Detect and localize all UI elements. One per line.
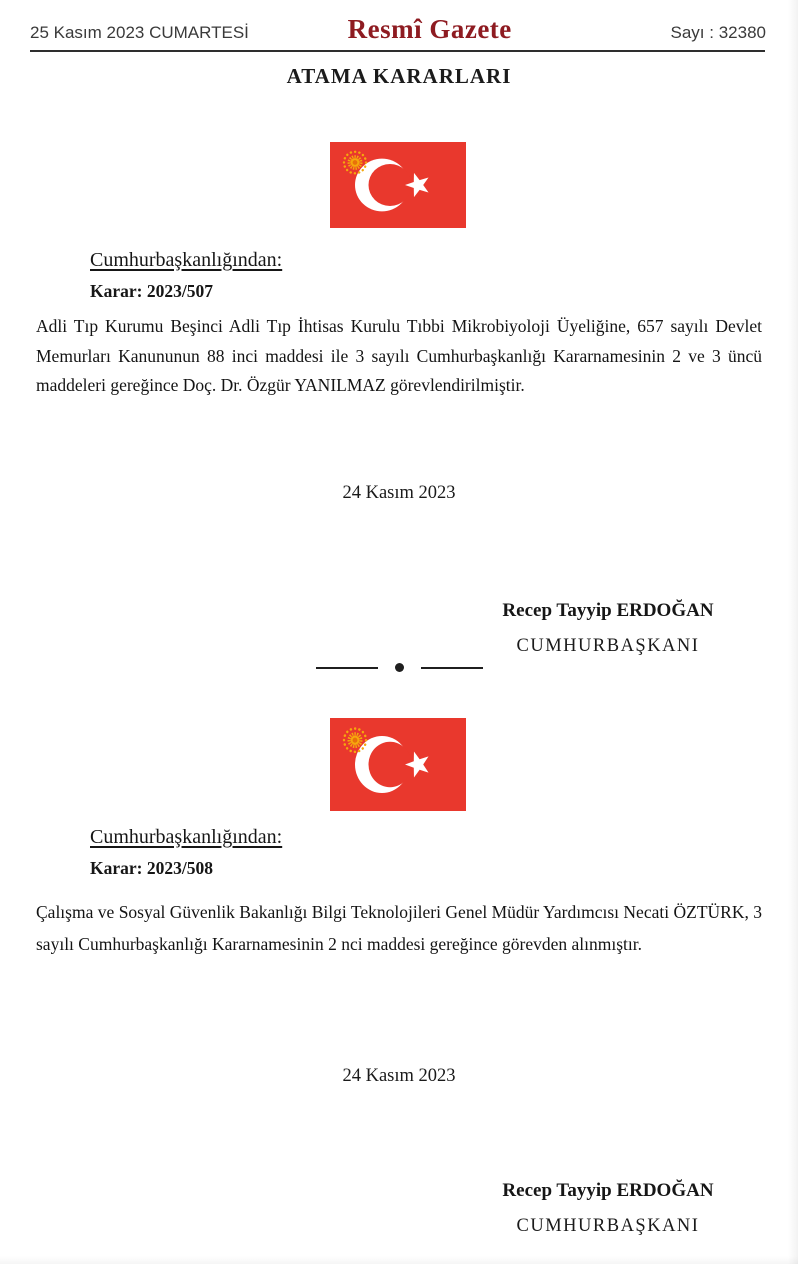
decision-number: Karar: 2023/508: [90, 858, 213, 878]
signature-block: [428, 600, 788, 657]
masthead-title: Resmî Gazete: [347, 14, 512, 44]
authority-heading: Cumhurbaşkanlığından:: [90, 249, 283, 271]
decision-date: 24 Kasım 2023: [342, 1066, 456, 1086]
masthead-issue-number: Sayı : 32380: [670, 23, 766, 42]
signer-name: Recep Tayyip ERDOĞAN: [502, 1180, 714, 1201]
signer-title: CUMHURBAŞKANI: [516, 636, 700, 656]
signer-name: Recep Tayyip ERDOĞAN: [502, 600, 714, 621]
masthead-rule: [30, 50, 765, 52]
divider-line: [316, 667, 378, 669]
signer-title: CUMHURBAŞKANI: [516, 1216, 700, 1236]
turkish-presidential-flag-icon: [330, 718, 466, 811]
masthead-date: 25 Kasım 2023 CUMARTESİ: [30, 23, 249, 42]
decision-date: 24 Kasım 2023: [342, 483, 456, 503]
masthead: [30, 14, 766, 45]
section-divider: [0, 663, 798, 672]
decision-body-text: Adli Tıp Kurumu Beşinci Adli Tıp İhtisas Kurulu Tıbbi Mikrobiyoloji Üyeliğine, 657 sayılı Devlet Memurları Kanununun 88 inci maddesi ile 3 sayılı Cumhurbaşkanlığı Kararnamesinin 2 ve 3 üncü maddeleri gereğince Doç. Dr. Özgür YANILMAZ görevlendirilmiştir.: [36, 316, 762, 395]
authority-heading: Cumhurbaşkanlığından:: [90, 826, 283, 848]
decision-number: Karar: 2023/507: [90, 281, 213, 301]
page-title: ATAMA KARARLARI: [286, 64, 512, 88]
turkish-presidential-flag-icon: [330, 142, 466, 228]
divider-line: [421, 667, 483, 669]
divider-bullet-icon: [395, 663, 404, 672]
signature-block: [428, 1180, 788, 1237]
decision-body-text: Çalışma ve Sosyal Güvenlik Bakanlığı Bilgi Teknolojileri Genel Müdür Yardımcısı Necati ÖZTÜRK, 3 sayılı Cumhurbaşkanlığı Kararnamesinin 2 nci maddesi gereğince görevden alınmıştır.: [36, 902, 762, 954]
